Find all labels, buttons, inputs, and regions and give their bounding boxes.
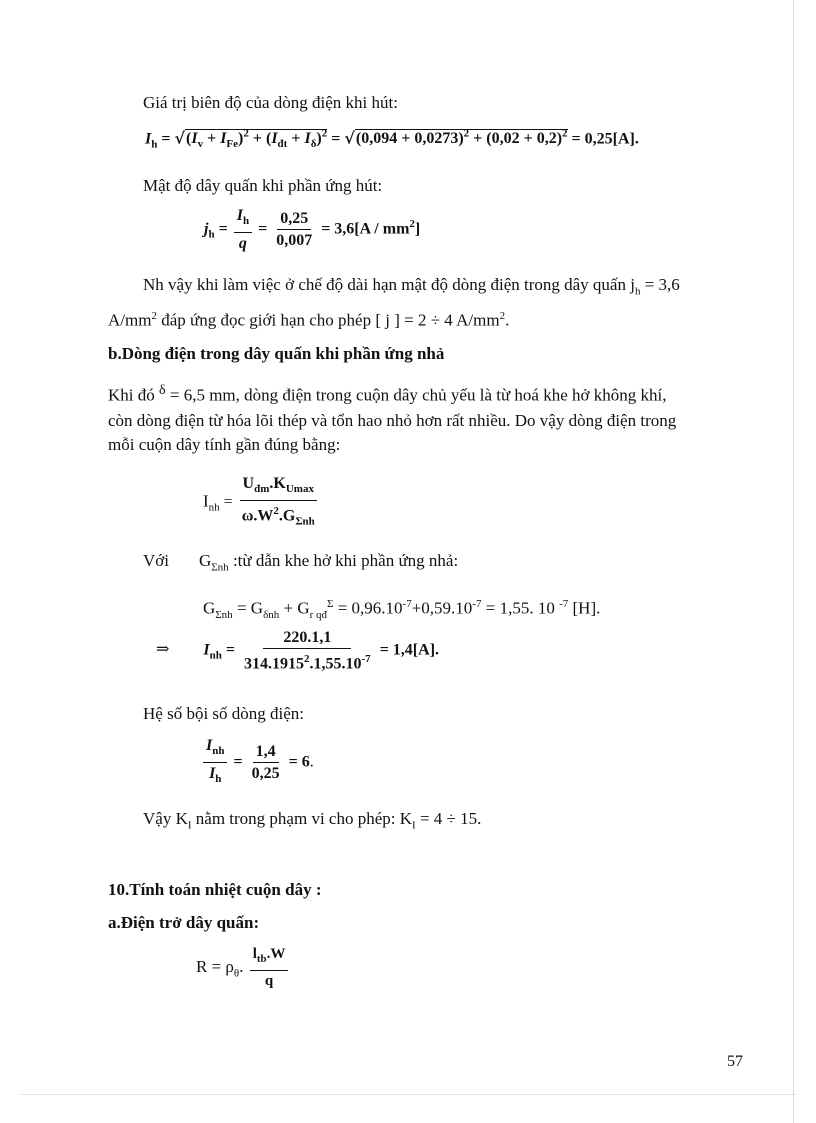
heading-section-a: a.Điện trở dây quấn: [108, 913, 260, 932]
equation-gap-permeance: $G_{\Sigma nh} = G_{\delta nh} + G_{r qđ}^\Sigma = 0,96.10^{-7}+0,59.10^{-7} = 1,55$. 10 $^{-7}$ [H]. [203, 598, 601, 622]
bottom-margin-rule [20, 1094, 795, 1095]
text-line-allowed-limit: $A/mm^2$ đáp ứng đọc giới hạn cho phép [ j ] = 2 ÷ 4 $A/mm^2$. [108, 310, 510, 330]
equation-release-current: $I_{nh}$ = $\frac{U_{đm}.K_{Umax}}{\omega.W^2.G_{\Sigma nh}}$ [203, 474, 320, 532]
equation-release-current-value: ⇒ $I_{nh}$ = $\frac{220.1,1}{314.1915^2.1,55.10^{-7}}$ = 1,4[A]. [156, 629, 440, 673]
implies-arrow-icon: ⇒ [156, 639, 170, 659]
text-line-multiple-factor: Hệ số bội số dòng điện: [143, 704, 305, 723]
heading-section-b: b.Dòng điện trong dây quấn khi phần ứng nhả [108, 344, 445, 363]
heading-section-10: 10.Tính toán nhiệt cuộn dây : [108, 880, 322, 899]
text-line-magnetization: còn dòng điện từ hóa lõi thép và tổn hao nhỏ hơn rất nhiều. Do vậy dòng điện trong [108, 411, 677, 430]
page-number: 57 [727, 1053, 743, 1070]
text-line-with: Với $G_{\Sigma nh}$ :từ dẫn khe hở khi phần ứng nhả: [143, 551, 459, 574]
equation-current-density: $j_h$ = $\frac{I_h}{q}$ = $\frac{0,25}{0,007}$ = $3,6[A / mm^2]$ [204, 207, 421, 253]
text-line-approximation: mỗi cuộn dây tính gần đúng bằng: [108, 435, 341, 454]
equation-winding-resistance: $R = \rho_\theta$. $\frac{l_{tb}.W}{q}$ [196, 945, 290, 991]
text-line-amplitude: Giá trị biên độ của dòng điện khi hút: [143, 93, 398, 112]
equation-current-amplitude: $I_h = √(I_v + I_{Fe})^2 + (I_{đt} + I_\delta)^2 = √(0,094 + 0,0273)^2 + (0,02 + 0,2)^2 = 0,25[A]$. [145, 128, 639, 151]
text-line-gap: Khi đó $^\delta$ = 6,5 mm, dòng điện trong cuộn dây chủ yếu là từ hoá khe hở không khí, [108, 383, 667, 405]
equation-multiple-factor: $\frac{I_{nh}}{I_h}$ = $\frac{1,4}{0,25}$ = 6. [201, 736, 314, 789]
right-margin-rule [793, 0, 794, 1123]
text-line-ki-range: Vậy $K_I$ nằm trong phạm vi cho phép: $K_I = 4 \div 15$. [143, 809, 482, 832]
text-line-conclusion: Nh vậy khi làm việc ở chế độ dài hạn mật độ dòng điện trong dây quấn $j_h = 3,6$ [143, 275, 680, 298]
text-line-current-density: Mật độ dây quấn khi phần ứng hút: [143, 176, 383, 195]
